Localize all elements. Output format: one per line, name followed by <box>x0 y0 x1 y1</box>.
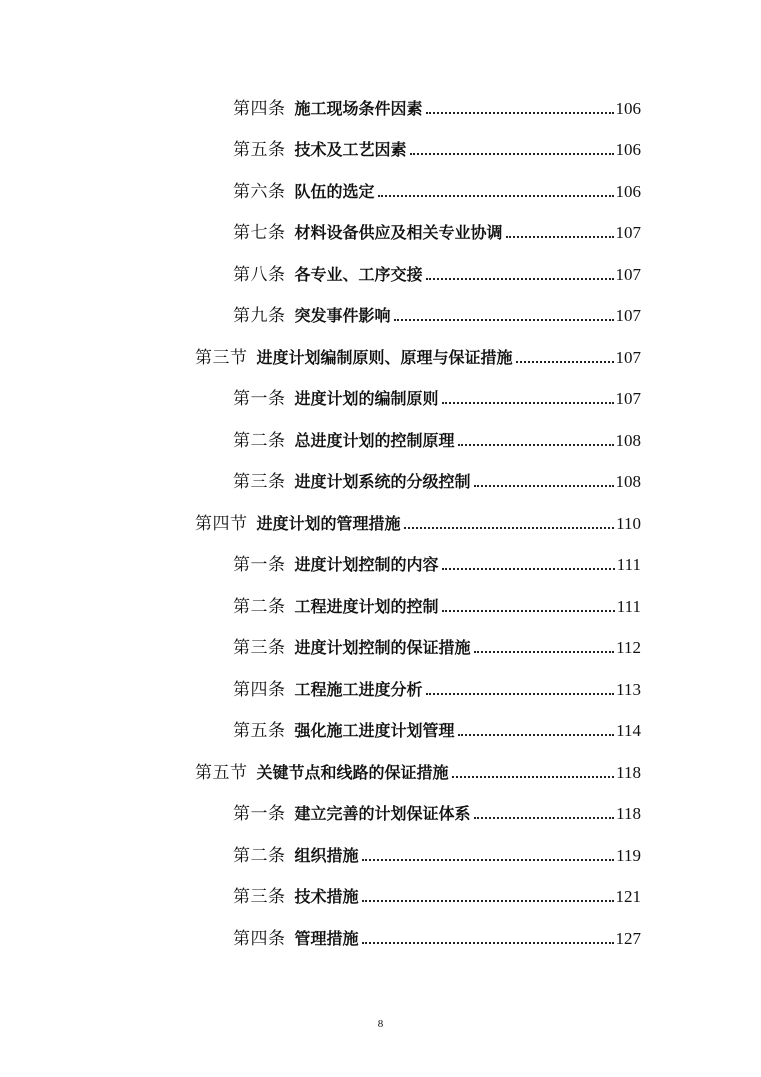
toc-entry-number: 第一条 <box>233 555 286 576</box>
dot-leader <box>458 444 614 446</box>
table-of-contents <box>0 88 761 960</box>
toc-entry-title: 强化施工进度计划管理 <box>294 721 455 741</box>
toc-article-row[interactable] <box>0 171 761 213</box>
toc-article-row[interactable] <box>0 586 761 628</box>
toc-article-row[interactable] <box>0 545 761 587</box>
dot-leader <box>426 693 615 695</box>
toc-entry-page: 111 <box>616 555 641 575</box>
toc-entry <box>233 681 641 699</box>
dot-leader <box>362 859 615 861</box>
toc-entry <box>195 515 641 533</box>
toc-entry-title: 进度计划系统的分级控制 <box>294 472 471 492</box>
toc-entry-title: 进度计划控制的内容 <box>294 555 439 575</box>
toc-entry-page: 107 <box>615 223 641 243</box>
toc-article-row[interactable] <box>0 296 761 338</box>
toc-entry-title: 进度计划控制的保证措施 <box>294 638 471 658</box>
toc-entry-page: 113 <box>616 679 641 699</box>
toc-entry-page: 107 <box>615 264 641 284</box>
toc-entry-title: 进度计划的管理措施 <box>256 513 401 533</box>
toc-article-row[interactable] <box>0 88 761 130</box>
toc-entry-title: 进度计划编制原则、原理与保证措施 <box>256 347 513 367</box>
dot-leader <box>410 153 614 155</box>
page-number-footer: 8 <box>377 1018 384 1030</box>
dot-leader <box>506 236 614 238</box>
toc-article-row[interactable] <box>0 918 761 960</box>
toc-entry-number: 第四节 <box>195 513 248 534</box>
dot-leader <box>378 195 614 197</box>
toc-entry-number: 第四条 <box>233 98 286 119</box>
toc-entry-number: 第五条 <box>233 721 286 742</box>
toc-entry <box>233 722 641 740</box>
toc-entry-title: 材料设备供应及相关专业协调 <box>294 223 503 243</box>
toc-entry-page: 106 <box>615 140 641 160</box>
dot-leader <box>442 568 615 570</box>
toc-entry-page: 106 <box>615 98 641 118</box>
toc-entry-title: 技术及工艺因素 <box>294 140 407 160</box>
toc-section-row[interactable] <box>0 752 761 794</box>
toc-entry-page: 107 <box>615 389 641 409</box>
toc-article-row[interactable] <box>0 628 761 670</box>
toc-entry-page: 118 <box>616 762 641 782</box>
toc-entry-number: 第三条 <box>233 638 286 659</box>
toc-entry <box>233 598 641 616</box>
toc-entry-page: 108 <box>615 472 641 492</box>
toc-entry <box>233 639 641 657</box>
toc-article-row[interactable] <box>0 213 761 255</box>
toc-entry-number: 第一条 <box>233 389 286 410</box>
toc-entry-number: 第三条 <box>233 887 286 908</box>
dot-leader <box>404 527 615 529</box>
toc-entry <box>233 473 641 491</box>
toc-entry <box>233 307 641 325</box>
toc-entry-number: 第九条 <box>233 306 286 327</box>
toc-entry-title: 组织措施 <box>294 845 359 865</box>
toc-entry <box>233 556 641 574</box>
toc-article-row[interactable] <box>0 835 761 877</box>
toc-entry-page: 112 <box>616 638 641 658</box>
toc-entry <box>233 888 641 906</box>
toc-entry <box>233 183 641 201</box>
toc-entry-title: 关键节点和线路的保证措施 <box>256 762 449 782</box>
toc-entry-title: 突发事件影响 <box>294 306 391 326</box>
toc-entry-page: 119 <box>616 845 641 865</box>
toc-entry-number: 第四条 <box>233 928 286 949</box>
toc-entry-page: 127 <box>615 928 641 948</box>
dot-leader <box>474 651 615 653</box>
toc-entry <box>233 390 641 408</box>
dot-leader <box>362 942 614 944</box>
toc-article-row[interactable] <box>0 462 761 504</box>
dot-leader <box>362 900 614 902</box>
toc-entry-number: 第八条 <box>233 264 286 285</box>
toc-entry-number: 第三条 <box>233 472 286 493</box>
dot-leader <box>394 319 614 321</box>
toc-article-row[interactable] <box>0 877 761 919</box>
toc-entry <box>233 224 641 242</box>
toc-entry <box>233 847 641 865</box>
toc-entry-title: 各专业、工序交接 <box>294 264 423 284</box>
toc-section-row[interactable] <box>0 337 761 379</box>
toc-entry-title: 队伍的选定 <box>294 181 375 201</box>
toc-entry-title: 进度计划的编制原则 <box>294 389 439 409</box>
toc-section-row[interactable] <box>0 503 761 545</box>
toc-entry-page: 114 <box>616 721 641 741</box>
toc-article-row[interactable] <box>0 711 761 753</box>
dot-leader <box>452 776 615 778</box>
toc-entry-number: 第四条 <box>233 679 286 700</box>
toc-entry-title: 施工现场条件因素 <box>294 98 423 118</box>
toc-entry-number: 第一条 <box>233 804 286 825</box>
toc-article-row[interactable] <box>0 254 761 296</box>
toc-entry-number: 第六条 <box>233 181 286 202</box>
toc-entry-page: 110 <box>616 513 641 533</box>
toc-entry-page: 111 <box>616 596 641 616</box>
toc-entry-title: 总进度计划的控制原理 <box>294 430 455 450</box>
toc-entry-page: 107 <box>615 347 641 367</box>
dot-leader <box>458 734 615 736</box>
toc-entry-number: 第七条 <box>233 223 286 244</box>
toc-entry-number: 第二条 <box>233 596 286 617</box>
dot-leader <box>474 485 614 487</box>
dot-leader <box>426 278 614 280</box>
toc-entry <box>233 432 641 450</box>
toc-entry-title: 工程施工进度分析 <box>294 679 423 699</box>
dot-leader <box>474 817 615 819</box>
toc-entry-page: 108 <box>615 430 641 450</box>
toc-entry <box>233 805 641 823</box>
toc-entry-page: 121 <box>615 887 641 907</box>
dot-leader <box>426 112 614 114</box>
toc-entry-title: 工程进度计划的控制 <box>294 596 439 616</box>
toc-entry-number: 第三节 <box>195 347 248 368</box>
toc-entry-title: 管理措施 <box>294 928 359 948</box>
toc-entry-number: 第五节 <box>195 762 248 783</box>
toc-entry-page: 106 <box>615 181 641 201</box>
toc-entry <box>195 764 641 782</box>
toc-entry-page: 118 <box>616 804 641 824</box>
dot-leader <box>442 610 615 612</box>
toc-entry-title: 技术措施 <box>294 887 359 907</box>
toc-entry-number: 第二条 <box>233 845 286 866</box>
toc-entry-title: 建立完善的计划保证体系 <box>294 804 471 824</box>
dot-leader <box>442 402 614 404</box>
toc-entry <box>233 100 641 118</box>
toc-entry <box>233 930 641 948</box>
toc-entry <box>233 266 641 284</box>
toc-entry-number: 第五条 <box>233 140 286 161</box>
dot-leader <box>516 361 614 363</box>
toc-entry <box>233 141 641 159</box>
toc-article-row[interactable] <box>0 669 761 711</box>
toc-entry-page: 107 <box>615 306 641 326</box>
toc-entry-number: 第二条 <box>233 430 286 451</box>
toc-entry <box>195 349 641 367</box>
toc-article-row[interactable] <box>0 130 761 172</box>
toc-article-row[interactable] <box>0 379 761 421</box>
toc-article-row[interactable] <box>0 794 761 836</box>
toc-article-row[interactable] <box>0 420 761 462</box>
